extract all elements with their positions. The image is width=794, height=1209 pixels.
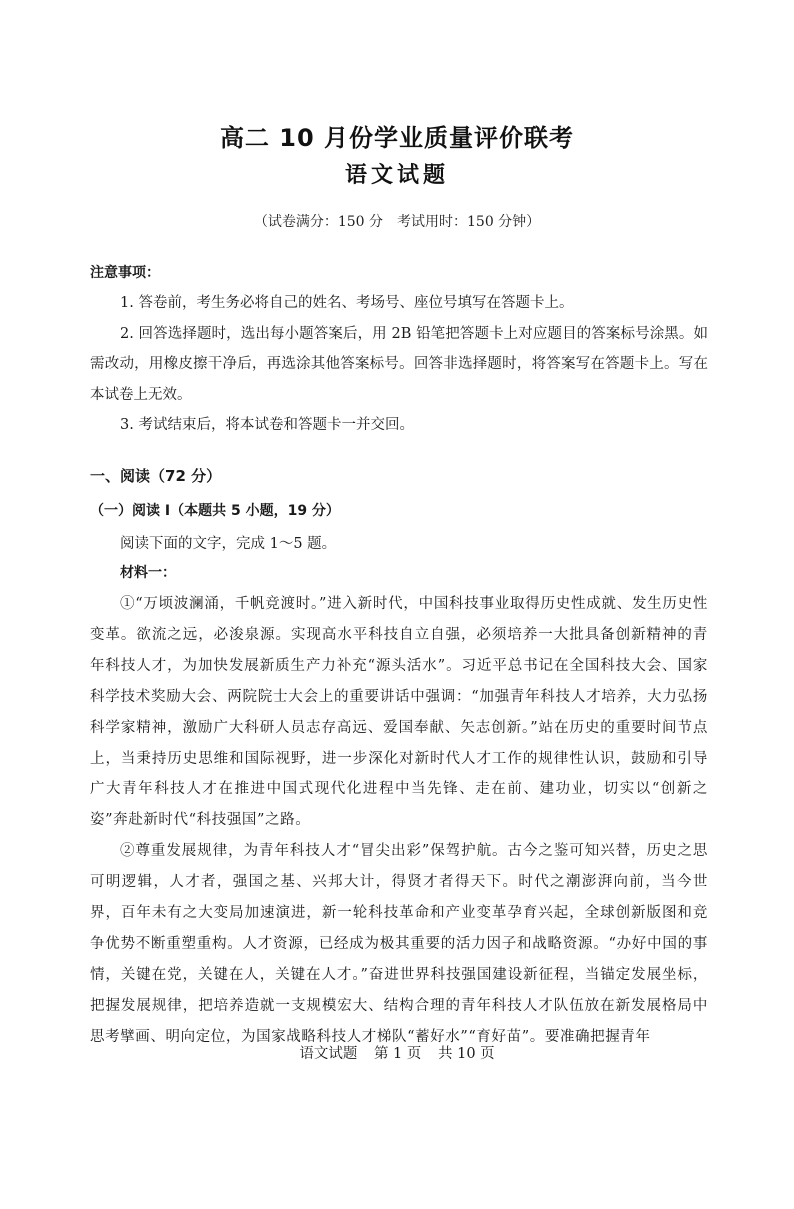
subject-title: 语文试题	[344, 163, 449, 188]
paragraph: ①“万顷波澜涌，千帆竞渡时。”进入新时代，中国科技事业取得历史性成就、发生历史性变革。欲流之远，必浚泉源。实现高水平科技自立自强，必须培养一大批具备创新精神的青年科技人才，为加快发展新质生产力补充“源头活水”。习近平总书记在全国科技大会、国家科学技术奖励大会、两院院士大会上的重要讲话中强调：“加强青年科技人才培养，大力弘扬科学家精神，激励广大科研人员志存高远、爱国奉献、矢志创新。”站在历史的重要时间节点上，当秉持历史思维和国际视野，进一步深化对新时代人才工作的规律性认识，鼓励和引导广大青年科技人才在推进中国式现代化进程中当先锋、走在前、建功业，切实以“创新之姿”奔赴新时代“科技强国”之路。	[90, 596, 708, 829]
material-label: 材料一：	[120, 565, 176, 581]
reading-instruction: 阅读下面的文字，完成 1～5 题。	[120, 536, 337, 552]
notice-item: 2. 回答选择题时，选出每小题答案后，用 2B 铅笔把答题卡上对应题目的答案标号涂黑。如需改动，用橡皮擦干净后，再选涂其他答案标号。回答非选择题时，将答案写在答题卡上。写在本试卷上无效。	[90, 325, 708, 403]
material-text	[90, 589, 708, 1053]
reading-subheading: （一）阅读 Ⅰ（本题共 5 小题，19 分）	[90, 503, 340, 519]
exam-info: （试卷满分：150 分 考试用时：150 分钟）	[253, 214, 541, 230]
notice-list	[90, 288, 708, 441]
footer-total-pages: 共 10 页	[438, 1046, 495, 1062]
section-heading: 一、阅读（72 分）	[90, 467, 222, 485]
footer-subject: 语文试题	[299, 1046, 358, 1062]
footer-page-number: 第 1 页	[373, 1046, 422, 1062]
exam-title: 高二 10 月份学业质量评价联考	[219, 124, 575, 152]
notice-heading: 注意事项：	[90, 265, 160, 281]
notice-item: 1. 答卷前，考生务必将自己的姓名、考场号、座位号填写在答题卡上。	[120, 295, 574, 311]
page-footer	[0, 1042, 794, 1063]
notice-item: 3. 考试结束后，将本试卷和答题卡一并交回。	[120, 417, 414, 433]
paragraph: ②尊重发展规律，为青年科技人才“冒尖出彩”保驾护航。古今之鉴可知兴替，历史之思可明逻辑，人才者，强国之基、兴邦大计，得贤才者得天下。时代之潮澎湃向前，当今世界，百年未有之大变局加速演进，新一轮科技革命和产业变革孕育兴起，全球创新版图和竞争优势不断重塑重构。人才资源，已经成为极其重要的活力因子和战略资源。“办好中国的事情，关键在党，关键在人，关键在人才。”奋进世界科技强国建设新征程，当锚定发展坐标，把握发展规律，把培养造就一支规模宏大、结构合理的青年科技人才队伍放在新发展格局中思考擘画、明向定位，为国家战略科技人才梯队“蓄好水”“育好苗”。要准确把握青年	[90, 843, 708, 1045]
